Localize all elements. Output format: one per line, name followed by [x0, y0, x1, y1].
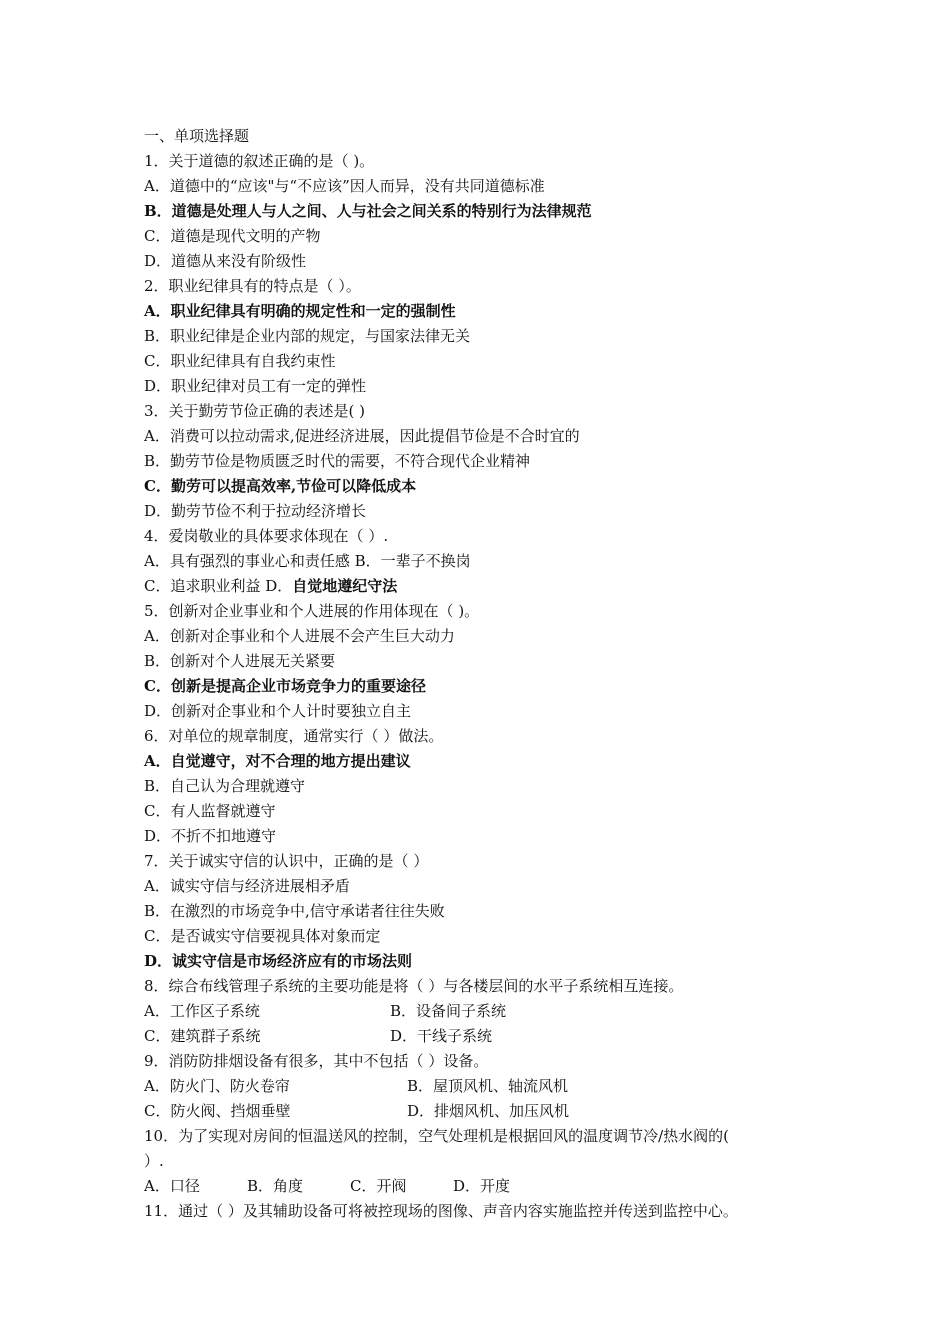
question-4-option-d: 自觉地遵纪守法 [292, 577, 398, 595]
question-5-option-a: A．创新对企事业和个人进展不会产生巨大动力 [144, 627, 455, 645]
question-10-option-c: C．开阀 [350, 1177, 407, 1195]
question-8-options-ab [144, 999, 834, 1024]
question-2-option-d: D．职业纪律对员工有一定的弹性 [144, 377, 367, 395]
question-3-option-a: A．消费可以拉动需求,促进经济进展，因此提倡节俭是不合时宜的 [144, 427, 580, 445]
question-3-stem: 3．关于勤劳节俭正确的表述是( ) [144, 402, 366, 420]
question-2-option-b: B．职业纪律是企业内部的规定，与国家法律无关 [144, 327, 471, 345]
question-3-option-d: D．勤劳节俭不利于拉动经济增长 [144, 502, 367, 520]
question-9-option-c: C．防火阀、挡烟垂壁 [144, 1102, 291, 1120]
question-3-option-b: B．勤劳节俭是物质匮乏时代的需要，不符合现代企业精神 [144, 452, 531, 470]
question-11-stem: 11．通过（ ）及其辅助设备可将被控现场的图像、声音内容实施监控并传送到监控中心。 [144, 1202, 738, 1220]
question-7-option-a: A．诚实守信与经济进展相矛盾 [144, 877, 350, 895]
question-5-option-b: B．创新对个人进展无关紧要 [144, 652, 336, 670]
question-7-option-c: C．是否诚实守信要视具体对象而定 [144, 927, 381, 945]
question-4-option-c: C．追求职业利益 D． [144, 577, 293, 595]
question-list [144, 124, 834, 1224]
question-6-option-a: A．自觉遵守，对不合理的地方提出建议 [144, 752, 411, 770]
question-7-option-b: B．在激烈的市场竞争中,信守承诺者往往失败 [144, 902, 445, 920]
question-8-options-cd [144, 1024, 834, 1049]
section-title: 一、单项选择题 [144, 127, 250, 145]
question-1-option-d: D．道德从来没有阶级性 [144, 252, 307, 270]
question-10-option-b: B．角度 [247, 1177, 304, 1195]
question-8-option-a: A．工作区子系统 [144, 1002, 260, 1020]
question-6-option-b: B．自己认为合理就遵守 [144, 777, 306, 795]
question-4-stem: 4．爱岗敬业的具体要求体现在（ ）. [144, 527, 389, 545]
question-6-stem: 6．对单位的规章制度，通常实行（ ）做法。 [144, 727, 444, 745]
question-1-stem: 1．关于道德的叙述正确的是（ )。 [144, 152, 375, 170]
question-10-stem-line-2: ）. [144, 1152, 164, 1170]
question-7-stem: 7．关于诚实守信的认识中，正确的是（ ） [144, 852, 429, 870]
question-4-options-cd [144, 574, 834, 599]
question-2-option-a: A．职业纪律具有明确的规定性和一定的强制性 [144, 302, 456, 320]
question-10-option-d: D．开度 [453, 1177, 511, 1195]
question-6-option-d: D．不折不扣地遵守 [144, 827, 277, 845]
question-9-option-a: A．防火门、防火卷帘 [144, 1077, 290, 1095]
question-1-option-a: A．道德中的“应该"与“不应该”因人而异，没有共同道德标准 [144, 177, 545, 195]
question-4-options-ab: A．具有强烈的事业心和责任感 B．一辈子不换岗 [144, 552, 471, 570]
question-5-option-c: C．创新是提高企业市场竞争力的重要途径 [144, 677, 426, 695]
question-10-stem-line-1: 10．为了实现对房间的恒温送风的控制，空气处理机是根据回风的温度调节冷/热水阀的( [144, 1127, 729, 1145]
question-9-stem: 9．消防防排烟设备有很多，其中不包括（ ）设备。 [144, 1052, 489, 1070]
question-8-stem: 8．综合布线管理子系统的主要功能是将（ ）与各楼层间的水平子系统相互连接。 [144, 977, 684, 995]
question-10-options [144, 1174, 834, 1199]
question-6-option-c: C．有人监督就遵守 [144, 802, 276, 820]
question-3-option-c: C．勤劳可以提高效率,节俭可以降低成本 [144, 477, 417, 495]
question-10-option-a: A．口径 [144, 1177, 200, 1195]
question-2-stem: 2．职业纪律具有的特点是（ ）。 [144, 277, 361, 295]
question-1-option-c: C．道德是现代文明的产物 [144, 227, 321, 245]
question-9-options-ab [144, 1074, 834, 1099]
question-5-stem: 5．创新对企业事业和个人进展的作用体现在（ )。 [144, 602, 480, 620]
question-2-option-c: C．职业纪律具有自我约束性 [144, 352, 336, 370]
question-8-option-d: D．干线子系统 [390, 1027, 493, 1045]
question-7-option-d: D．诚实守信是市场经济应有的市场法则 [144, 952, 413, 970]
question-9-option-b: B．屋顶风机、轴流风机 [407, 1077, 569, 1095]
question-8-option-c: C．建筑群子系统 [144, 1027, 261, 1045]
question-9-options-cd [144, 1099, 834, 1124]
question-5-option-d: D．创新对企事业和个人计时要独立自主 [144, 702, 412, 720]
question-9-option-d: D．排烟风机、加压风机 [407, 1102, 570, 1120]
question-1-option-b: B．道德是处理人与人之间、人与社会之间关系的特别行为法律规范 [144, 202, 592, 220]
question-8-option-b: B．设备间子系统 [390, 1002, 507, 1020]
